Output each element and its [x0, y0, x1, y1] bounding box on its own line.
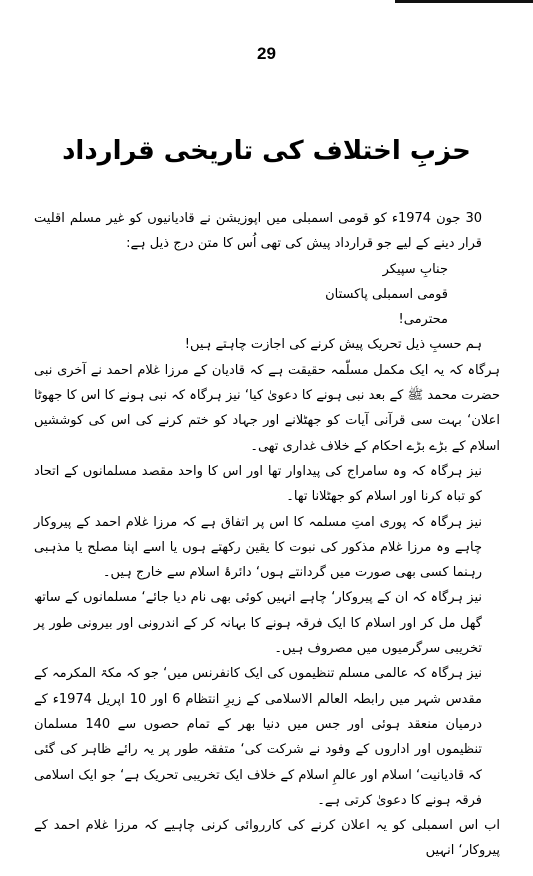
paragraph-whereas-2: نیز ہرگاہ کہ وہ سامراج کی پیداوار تھا اور اس کا واحد مقصد مسلمانوں کے اتحاد کو تباہ کرنا اور اسلام کو جھٹلانا تھا۔	[34, 463, 482, 505]
address-line-salutation: محترمی!	[398, 312, 448, 328]
paragraph-whereas-4: نیز ہرگاہ کہ ان کے پیروکار‘ چاہے انہیں کوئی بھی نام دیا جائے‘ مسلمانوں کے ساتھ گھل مل کر اور اسلام کا ایک فرقہ ہونے کا بہانہ کر کے اندرونی اور بیرونی طور پر تخریبی سرگرمیوں میں مصروف ہیں۔	[34, 590, 482, 657]
page-number: 29	[257, 44, 276, 63]
paragraph-resolution: اب اس اسمبلی کو یہ اعلان کرنے کی کارروائی کرنی چاہیے کہ مرزا غلام احمد کے پیروکار‘ انہیں	[34, 818, 500, 859]
paragraph-motion: ہم حسبِ ذیل تحریک پیش کرنے کی اجازت چاہتے ہیں!	[184, 337, 482, 353]
page-title: حزبِ اختلاف کی تاریخی قرارداد	[62, 136, 471, 166]
body-text	[34, 206, 500, 864]
paragraph-whereas-3: نیز ہرگاہ کہ پوری امتِ مسلمہ کا اس پر اتفاق ہے کہ مرزا غلام احمد کے پیروکار چاہے وہ مرزا غلام مذکور کی نبوت کا یقین رکھتے ہوں یا اسے اپنا مصلح یا مذہبی رہنما کسی بھی صورت میں گردانتے ہوں‘ دائرۂ اسلام سے خارج ہیں۔	[34, 514, 482, 581]
paragraph-intro: 30 جون 1974ء کو قومی اسمبلی میں اپوزیشن نے قادیانیوں کو غیر مسلم اقلیت قرار دینے کے لیے جو قرارداد پیش کی تھی اُس کا متن درج ذیل ہے:	[34, 211, 482, 252]
paragraph-whereas-5: نیز ہرگاہ کہ عالمی مسلم تنظیموں کی ایک کانفرنس میں‘ جو کہ مکۃ المکرمہ کے مقدس شہر میں رابطہ العالم الاسلامی کے زیرِ انتظام 6 اور 10 اپریل 1974ء کے درمیان منعقد ہوئی اور جس میں دنیا بھر کے تمام حصوں سے 140 مسلمان تنظیموں اور اداروں کے وفود نے شرکت کی‘ متفقہ طور پر یہ رائے ظاہر کی گئی کہ قادیانیت‘ اسلام اور عالمِ اسلام کے خلاف ایک تخریبی تحریک ہے‘ جو ایک اسلامی فرقہ ہونے کا دعویٰ کرتی ہے۔	[34, 666, 482, 808]
paragraph-whereas-1: ہرگاہ کہ یہ ایک مکمل مسلّمہ حقیقت ہے کہ قادیان کے مرزا غلام احمد نے آخری نبی حضرت محمد ﷺ کے بعد نبی ہونے کا دعویٰ کیا‘ نیز ہرگاہ کہ نبی ہونے کا اس کا جھوٹا اعلان‘ بہت سی قرآنی آیات کو جھٹلانے اور جہاد کو ختم کرنے کی اس کی کوششیں اسلام کے بڑے بڑے احکام کے خلاف غداری تھی۔	[34, 362, 500, 454]
address-line-speaker: جنابِ سپیکر	[382, 261, 448, 277]
address-line-assembly: قومی اسمبلی پاکستان	[325, 286, 448, 302]
top-edge-line	[395, 0, 533, 3]
